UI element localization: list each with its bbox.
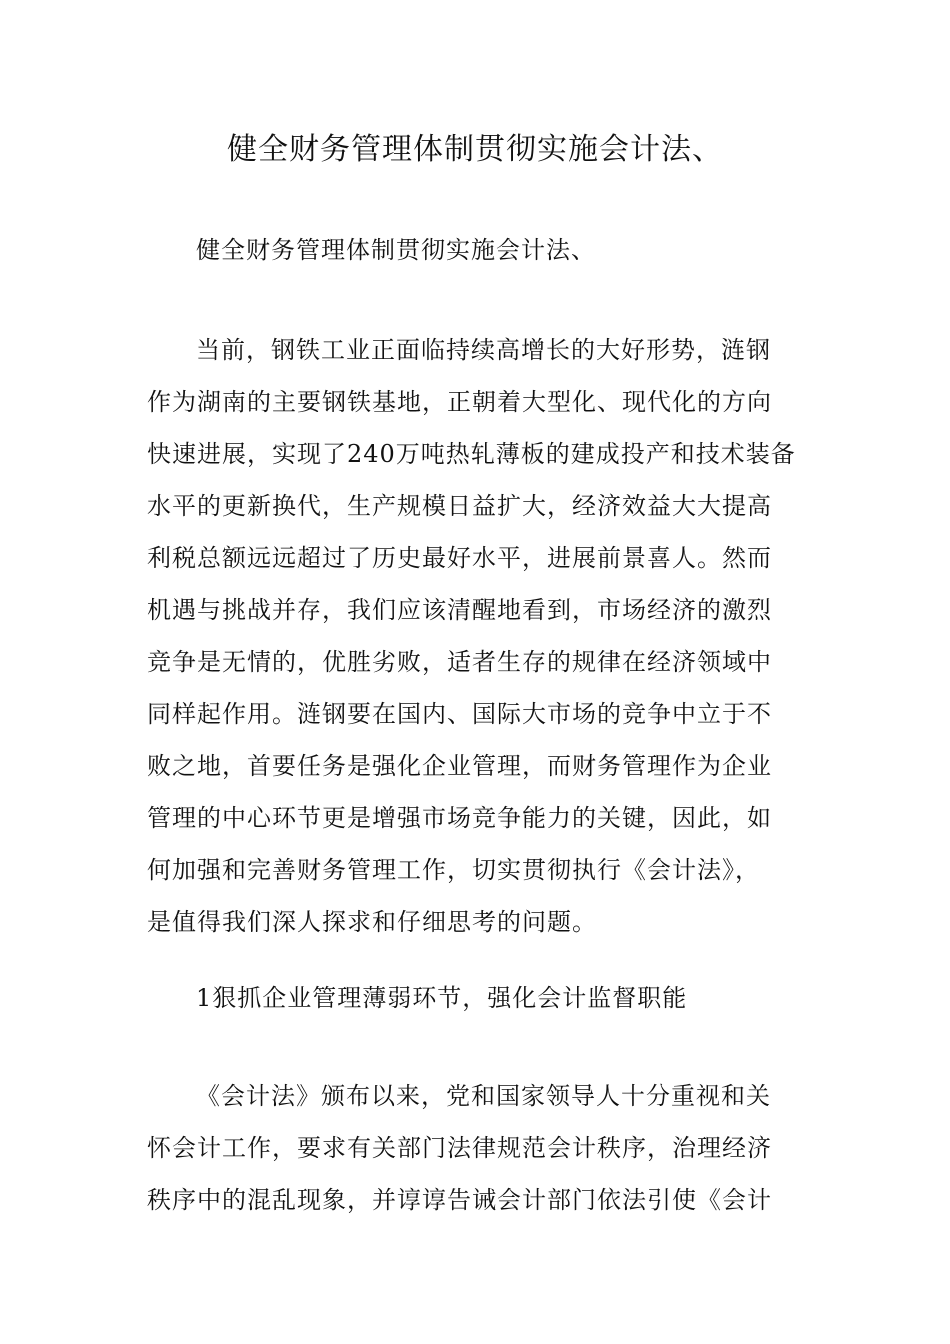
intro-line-7: 竞争是无情的，优胜劣败，适者生存的规律在经济领域中: [147, 648, 772, 676]
law-line-3: 秩序中的混乱现象，并谆谆告诫会计部门依法引使《会计: [147, 1186, 772, 1214]
subtitle-line: 健全财务管理体制贯彻实施会计法、: [196, 236, 596, 264]
intro-line-1: 当前，钢铁工业正面临持续高增长的大好形势，涟钢: [196, 336, 771, 364]
law-line-1: 《会计法》颁布以来，党和国家领导人十分重视和关: [196, 1082, 771, 1110]
intro-line-8: 同样起作用。涟钢要在国内、国际大市场的竞争中立于不: [147, 700, 772, 728]
subtitle-paragraph: [147, 224, 807, 276]
intro-line-9: 败之地，首要任务是强化企业管理，而财务管理作为企业: [147, 752, 772, 780]
intro-line-6: 机遇与挑战并存，我们应该清醒地看到，市场经济的激烈: [147, 596, 772, 624]
law-paragraph: [147, 1070, 807, 1226]
intro-line-5: 利税总额远远超过了历史最好水平，进展前景喜人。然而: [147, 544, 772, 572]
intro-line-2: 作为湖南的主要钢铁基地，正朝着大型化、现代化的方向: [147, 388, 772, 416]
intro-line-3: 快速进展，实现了240万吨热轧薄板的建成投产和技术装备: [147, 440, 796, 468]
section-heading-paragraph: [147, 972, 807, 1024]
intro-paragraph: [147, 324, 807, 948]
document-title: 健全财务管理体制贯彻实施会计法、: [227, 132, 723, 167]
section-heading: 1狠抓企业管理薄弱环节，强化会计监督职能: [196, 984, 688, 1012]
intro-line-10: 管理的中心环节更是增强市场竞争能力的关键，因此，如: [147, 804, 772, 832]
intro-line-4: 水平的更新换代，生产规模日益扩大，经济效益大大提高: [147, 492, 772, 520]
intro-line-12: 是值得我们深人探求和仔细思考的问题。: [147, 908, 597, 936]
intro-line-11: 何加强和完善财务管理工作，切实贯彻执行《会计法》，: [147, 856, 760, 884]
law-line-2: 怀会计工作，要求有关部门法律规范会计秩序，治理经济: [147, 1134, 772, 1162]
